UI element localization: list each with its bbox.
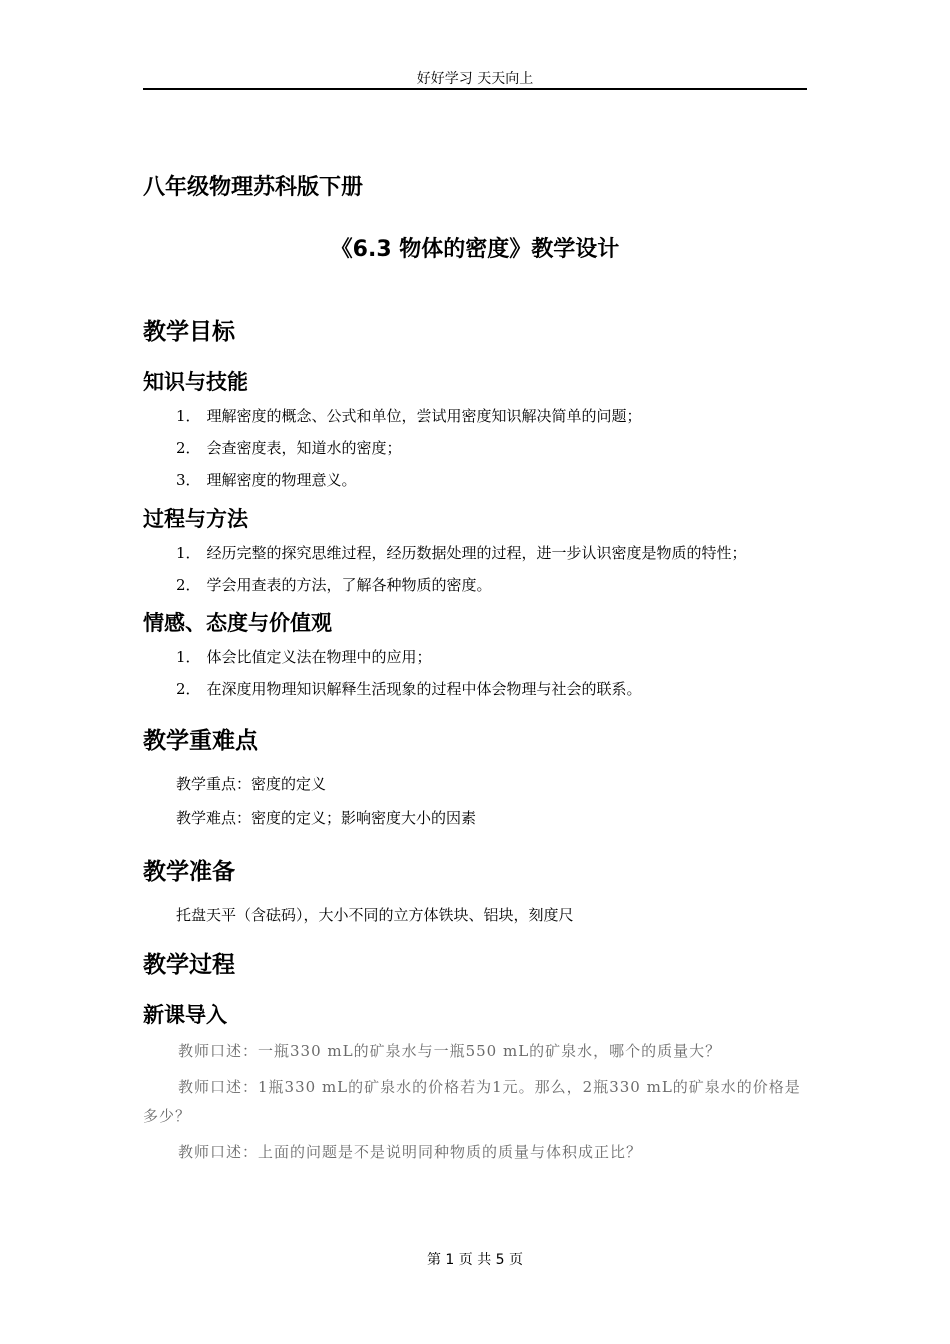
intro-paragraph: 教师口述：一瓶330 mL的矿泉水与一瓶550 mL的矿泉水，哪个的质量大？	[178, 1042, 722, 1060]
doc-title: 《6.3 物体的密度》教学设计	[330, 237, 620, 262]
process-item: 2． 学会用查表的方法，了解各种物质的密度。	[176, 576, 492, 594]
key-difficulty: 教学难点：密度的定义；影响密度大小的因素	[176, 809, 477, 827]
doc-series: 八年级物理苏科版下册	[143, 175, 364, 200]
knowledge-item: 1． 理解密度的概念、公式和单位，尝试用密度知识解决简单的问题；	[176, 407, 642, 425]
intro-paragraph: 教师口述：1瓶330 mL的矿泉水的价格若为1元。那么，2瓶330 mL的矿泉水的价格是多少？	[143, 1078, 801, 1125]
intro-heading: 新课导入	[143, 1003, 227, 1027]
key-focus: 教学重点：密度的定义	[176, 775, 327, 793]
preparation-heading: 教学准备	[143, 859, 235, 885]
process-heading: 过程与方法	[143, 507, 248, 531]
header-rule	[143, 88, 807, 90]
emotion-heading: 情感、态度与价值观	[143, 611, 332, 635]
process-item: 1． 经历完整的探究思维过程，经历数据处理的过程，进一步认识密度是物质的特性；	[176, 544, 747, 562]
knowledge-heading: 知识与技能	[143, 370, 248, 394]
knowledge-item: 2． 会查密度表，知道水的密度；	[176, 439, 402, 457]
preparation-text: 托盘天平（含砝码），大小不同的立方体铁块、铝块，刻度尺	[176, 906, 574, 924]
page-footer: 第 1 页 共 5 页	[426, 1252, 524, 1268]
objectives-heading: 教学目标	[143, 319, 235, 345]
key-points-heading: 教学重难点	[143, 728, 258, 754]
intro-paragraph: 教师口述：上面的问题是不是说明同种物质的质量与体积成正比？	[178, 1143, 643, 1161]
procedure-heading: 教学过程	[143, 952, 235, 978]
page-header: 好好学习 天天向上	[416, 71, 534, 87]
knowledge-item: 3． 理解密度的物理意义。	[176, 471, 357, 489]
emotion-item: 1． 体会比值定义法在物理中的应用；	[176, 648, 432, 666]
emotion-item: 2． 在深度用物理知识解释生活现象的过程中体会物理与社会的联系。	[176, 680, 642, 698]
